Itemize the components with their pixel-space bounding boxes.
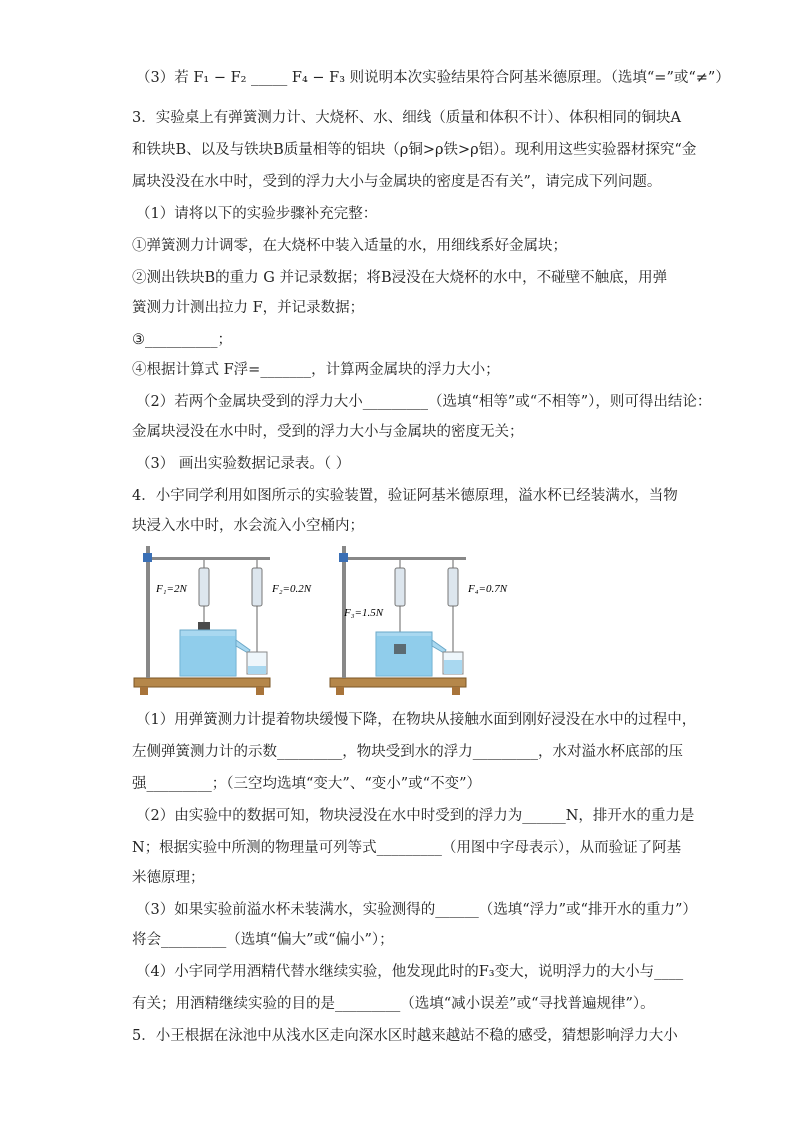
q4-part1a: （1）用弹簧测力计提着物块缓慢下降，在物块从接触水面到刚好浸没在水中的过程中， bbox=[136, 712, 697, 728]
q4-part3a: （3）如果实验前溢水杯未装满水，实验测得的______（选填“浮力”或“排开水的重力”） bbox=[136, 902, 697, 918]
q3-stem-line2: 和铁块B、以及与铁块B质量相等的铝块（ρ铜>ρ铁>ρ铝）。现利用这些实验器材探究“金 bbox=[132, 142, 697, 158]
q3-part2a: （2）若两个金属块受到的浮力大小_________（选填“相等”或“不相等”），则可得出结论： bbox=[136, 394, 712, 410]
label-f1: F₁=2N bbox=[156, 583, 187, 595]
left-base-board bbox=[134, 678, 270, 687]
q4-stem-line1: 4．小宇同学利用如图所示的实验装置，验证阿基米德原理，溢水杯已经装满水，当物 bbox=[132, 488, 678, 504]
q5-stem-line1: 5．小王根据在泳池中从浅水区走向深水区时越来越站不稳的感受，猜想影响浮力大小 bbox=[132, 1028, 678, 1044]
q3-step1: ①弹簧测力计调零，在大烧杯中装入适量的水，用细线系好金属块； bbox=[132, 238, 567, 254]
q3-step2a: ②测出铁块B的重力 G 并记录数据；将B浸没在大烧杯的水中，不碰壁不触底，用弹 bbox=[132, 270, 668, 286]
right-apparatus bbox=[330, 546, 508, 695]
experiment-figure bbox=[132, 540, 532, 700]
q4-part2b: N；根据实验中所测的物理量可列等式_________（用图中字母表示），从而验证了阿基 bbox=[132, 840, 682, 856]
q4-part2a: （2）由实验中的数据可知，物块浸没在水中时受到的浮力为______N，排开水的重力是 bbox=[136, 808, 695, 824]
left-apparatus bbox=[134, 546, 312, 695]
q-prev-part3: （3）若 F₁ − F₂ _____ F₄ − F₃ 则说明本次实验结果符合阿基米德原理。（选填“=”或“≠”） bbox=[136, 70, 730, 86]
metal-block-submerged bbox=[394, 644, 406, 654]
right-base-board bbox=[330, 678, 466, 687]
q3-step4: ④根据计算式 F浮=_______，计算两金属块的浮力大小； bbox=[132, 362, 500, 378]
left-stand-pole bbox=[146, 546, 150, 678]
q3-step2b: 簧测力计测出拉力 F，并记录数据； bbox=[132, 300, 365, 316]
spring-scale-icon bbox=[395, 568, 405, 606]
q3-stem-line1: 3．实验桌上有弹簧测力计、大烧杯、水、细线（质量和体积不计）、体积相同的铜块A bbox=[132, 110, 681, 126]
left-stand-arm bbox=[148, 557, 270, 560]
q4-part4b: 有关；用酒精继续实验的目的是_________（选填“减小误差”或“寻找普遍规律”）。 bbox=[132, 996, 655, 1012]
overflow-spout bbox=[236, 640, 250, 653]
q3-part2b: 金属块浸没在水中时，受到的浮力大小与金属块的密度无关； bbox=[132, 424, 524, 440]
q3-part3: （3） 画出实验数据记录表。（ ） bbox=[136, 456, 351, 472]
q4-part3b: 将会_________（选填“偏大”或“偏小”）； bbox=[132, 932, 394, 948]
left-base-foot bbox=[140, 687, 148, 695]
right-clamp bbox=[339, 553, 348, 562]
left-base-foot bbox=[256, 687, 264, 695]
q4-part2c: 米德原理； bbox=[132, 870, 205, 886]
right-base-foot bbox=[452, 687, 460, 695]
q4-part1c: 强_________；（三空均选填“变大”、“变小”或“不变”） bbox=[132, 776, 481, 792]
right-stand-arm bbox=[344, 557, 466, 560]
label-f2: F₂=0.2N bbox=[272, 583, 312, 595]
overflow-spout bbox=[432, 640, 446, 653]
q3-step3: ③__________； bbox=[132, 332, 232, 348]
q3-part1: （1）请将以下的实验步骤补充完整： bbox=[136, 206, 378, 222]
spring-scale-icon bbox=[448, 568, 458, 606]
left-clamp bbox=[143, 553, 152, 562]
q4-part4a: （4）小宇同学用酒精代替水继续实验，他发现此时的F₃变大，说明浮力的大小与____ bbox=[136, 964, 684, 980]
q4-stem-line2: 块浸入水中时，水会流入小空桶内； bbox=[132, 518, 364, 534]
spring-scale-icon bbox=[252, 568, 262, 606]
q3-stem-line3: 属块没没在水中时，受到的浮力大小与金属块的密度是否有关”，请完成下列问题。 bbox=[132, 174, 662, 190]
q4-part1b: 左侧弹簧测力计的示数_________，物块受到水的浮力_________，水对溢水杯底部的压 bbox=[132, 744, 683, 760]
right-base-foot bbox=[336, 687, 344, 695]
label-f4: F₄=0.7N bbox=[468, 583, 508, 595]
label-f3: F₃=1.5N bbox=[344, 607, 384, 619]
spring-scale-icon bbox=[199, 568, 209, 606]
